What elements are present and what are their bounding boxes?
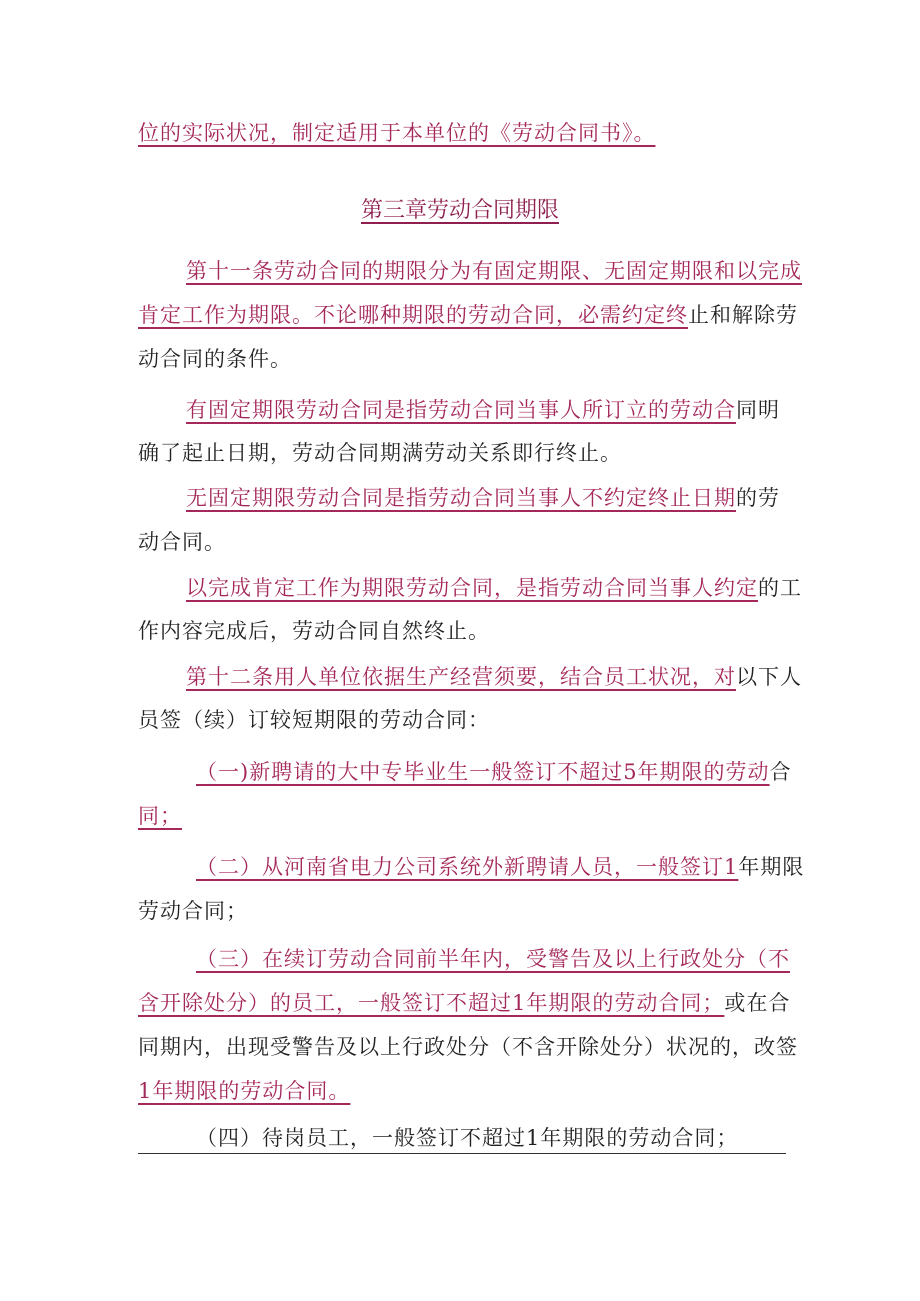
task-term-line-2 <box>138 616 788 646</box>
article-11-line-3 <box>138 344 788 374</box>
item-3-line-2 <box>138 988 791 1018</box>
item-2-line-2 <box>138 896 788 926</box>
item-2-line-1 <box>196 852 805 882</box>
inserted-text: 以完成肯定工作为期限劳动合同，是指劳动合同当事人约定 <box>186 576 758 600</box>
plain-text: 同期内，出现受警告及以上行政处分（不含开除处分）状况的，改签 <box>138 1035 798 1059</box>
plain-text: 确了起止日期，劳动合同期满劳动关系即行终止。 <box>138 441 622 465</box>
fixed-term-line-2 <box>138 438 788 468</box>
item-1-line-1 <box>196 757 792 787</box>
inserted-text: 含开除处分）的员工，一般签订不超过1年期限的劳动合同； <box>138 991 725 1015</box>
article-12-line-2 <box>138 705 788 735</box>
item-3-line-1 <box>196 944 788 974</box>
plain-text: 或在合 <box>724 991 791 1015</box>
plain-text: 劳动合同； <box>138 899 248 923</box>
plain-text: 年期限 <box>738 855 805 879</box>
inserted-text: 无固定期限劳动合同是指劳动合同当事人不约定终止日期 <box>186 486 736 510</box>
plain-text: 的工 <box>758 576 802 600</box>
plain-text: 以下人 <box>736 665 802 689</box>
inserted-text: 同； <box>138 804 182 828</box>
article-11-line-2 <box>138 300 798 330</box>
item-3-line-4 <box>138 1076 788 1106</box>
chapter-title: 第三章劳动合同期限 <box>360 198 559 223</box>
open-ended-line-2 <box>138 527 788 557</box>
inserted-text: （二）从河南省电力公司系统外新聘请人员，一般签订1 <box>196 855 739 879</box>
inserted-text: 有固定期限劳动合同是指劳动合同当事人所订立的劳动合 <box>186 398 736 422</box>
plain-text: 的劳 <box>736 486 780 510</box>
fixed-term-line-1 <box>186 395 788 425</box>
inserted-text: 第十一条劳动合同的期限分为有固定期限、无固定期限和以完成 <box>186 259 802 283</box>
item-4-line-1 <box>196 1123 788 1153</box>
plain-text: 止和解除劳 <box>688 303 798 327</box>
inserted-text: 位的实际状况，制定适用于本单位的《劳动合同书》。 <box>138 121 656 145</box>
plain-text: 同明 <box>736 398 780 422</box>
item-3-line-3 <box>138 1032 798 1062</box>
plain-text: （四）待岗员工，一般签订不超过1年期限的劳动合同； <box>196 1126 739 1150</box>
inserted-text: 第十二条用人单位依据生产经营须要，结合员工状况，对 <box>186 665 736 689</box>
plain-text: 动合同的条件。 <box>138 347 292 371</box>
article-12-line-1 <box>186 662 802 692</box>
plain-text: 动合同。 <box>138 530 226 554</box>
article-11-line-1 <box>186 256 802 286</box>
footer-rule <box>138 1153 786 1154</box>
inserted-text: （三）在续订劳动合同前半年内，受警告及以上行政处分（不 <box>196 947 790 971</box>
task-term-line-1 <box>186 573 802 603</box>
plain-text: 作内容完成后，劳动合同自然终止。 <box>138 619 490 643</box>
plain-text: 员签（续）订较短期限的劳动合同： <box>138 708 490 732</box>
paragraph-line <box>138 118 788 148</box>
inserted-text: 肯定工作为期限。不论哪种期限的劳动合同，必需约定终 <box>138 303 688 327</box>
item-1-line-2 <box>138 801 788 831</box>
plain-text: 合 <box>769 760 792 784</box>
open-ended-line-1 <box>186 483 788 513</box>
inserted-text: （一)新聘请的大中专毕业生一般签订不超过5年期限的劳动 <box>196 760 770 784</box>
inserted-text: 1年期限的劳动合同。 <box>138 1079 351 1103</box>
